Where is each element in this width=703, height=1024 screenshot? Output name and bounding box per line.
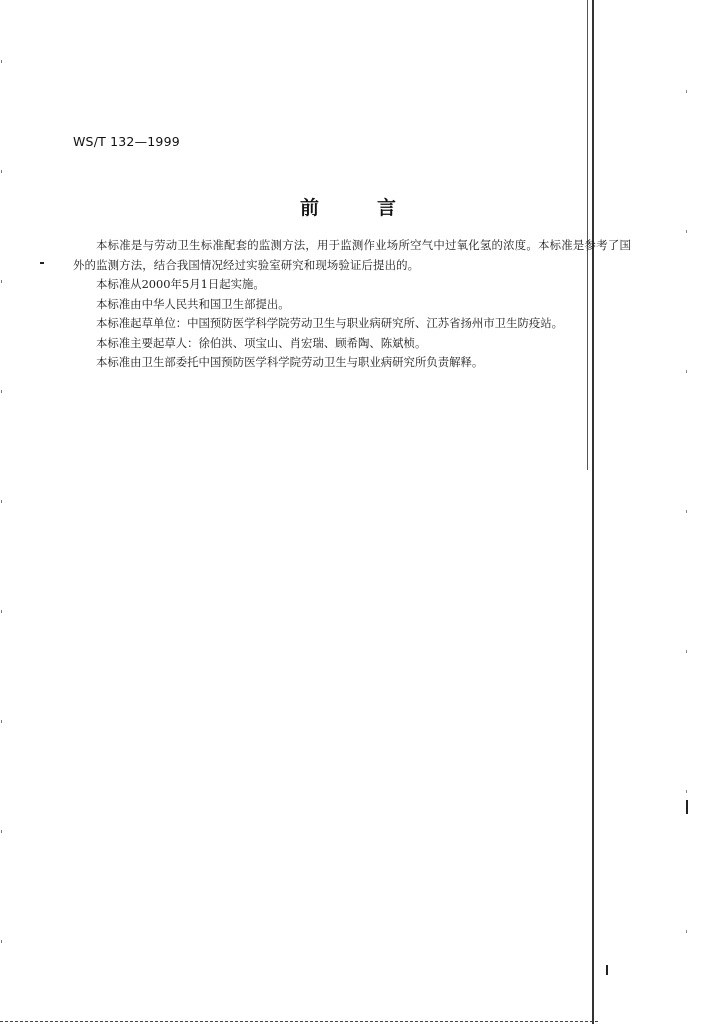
- scan-edge-left: [1, 0, 2, 1024]
- paragraph-drafting-units: 本标准起草单位：中国预防医学科学院劳动卫生与职业病研究所、江苏省扬州市卫生防疫站。: [96, 316, 564, 330]
- binding-line-inner: [587, 0, 588, 470]
- scan-edge-right: [686, 0, 687, 1024]
- paragraph-interpretation: 本标准由卫生部委托中国预防医学科学院劳动卫生与职业病研究所负责解释。: [96, 355, 484, 369]
- paragraph-effective-date: 本标准从2000年5月1日起实施。: [96, 277, 265, 291]
- section-heading: 前言: [300, 197, 455, 219]
- paragraph-scope: 本标准是与劳动卫生标准配套的监测方法，用于监测作业场所空气中过氧化氢的浓度。本标准是参考了国外的监测方法，结合我国情况经过实验室研究和现场验证后提出的。: [73, 238, 631, 272]
- scan-mark: [686, 800, 688, 814]
- binding-line: [592, 0, 594, 1024]
- scan-mark: [40, 262, 44, 264]
- foreword-body: [73, 236, 631, 373]
- scan-edge-bottom: [0, 1021, 600, 1022]
- paragraph-proposer: 本标准由中华人民共和国卫生部提出。: [96, 296, 290, 311]
- scan-mark: [606, 965, 608, 975]
- paragraph-drafters: 本标准主要起草人：徐伯洪、项宝山、肖宏瑞、顾希陶、陈斌桢。: [96, 335, 427, 350]
- document-code: WS/T 132—1999: [73, 134, 180, 149]
